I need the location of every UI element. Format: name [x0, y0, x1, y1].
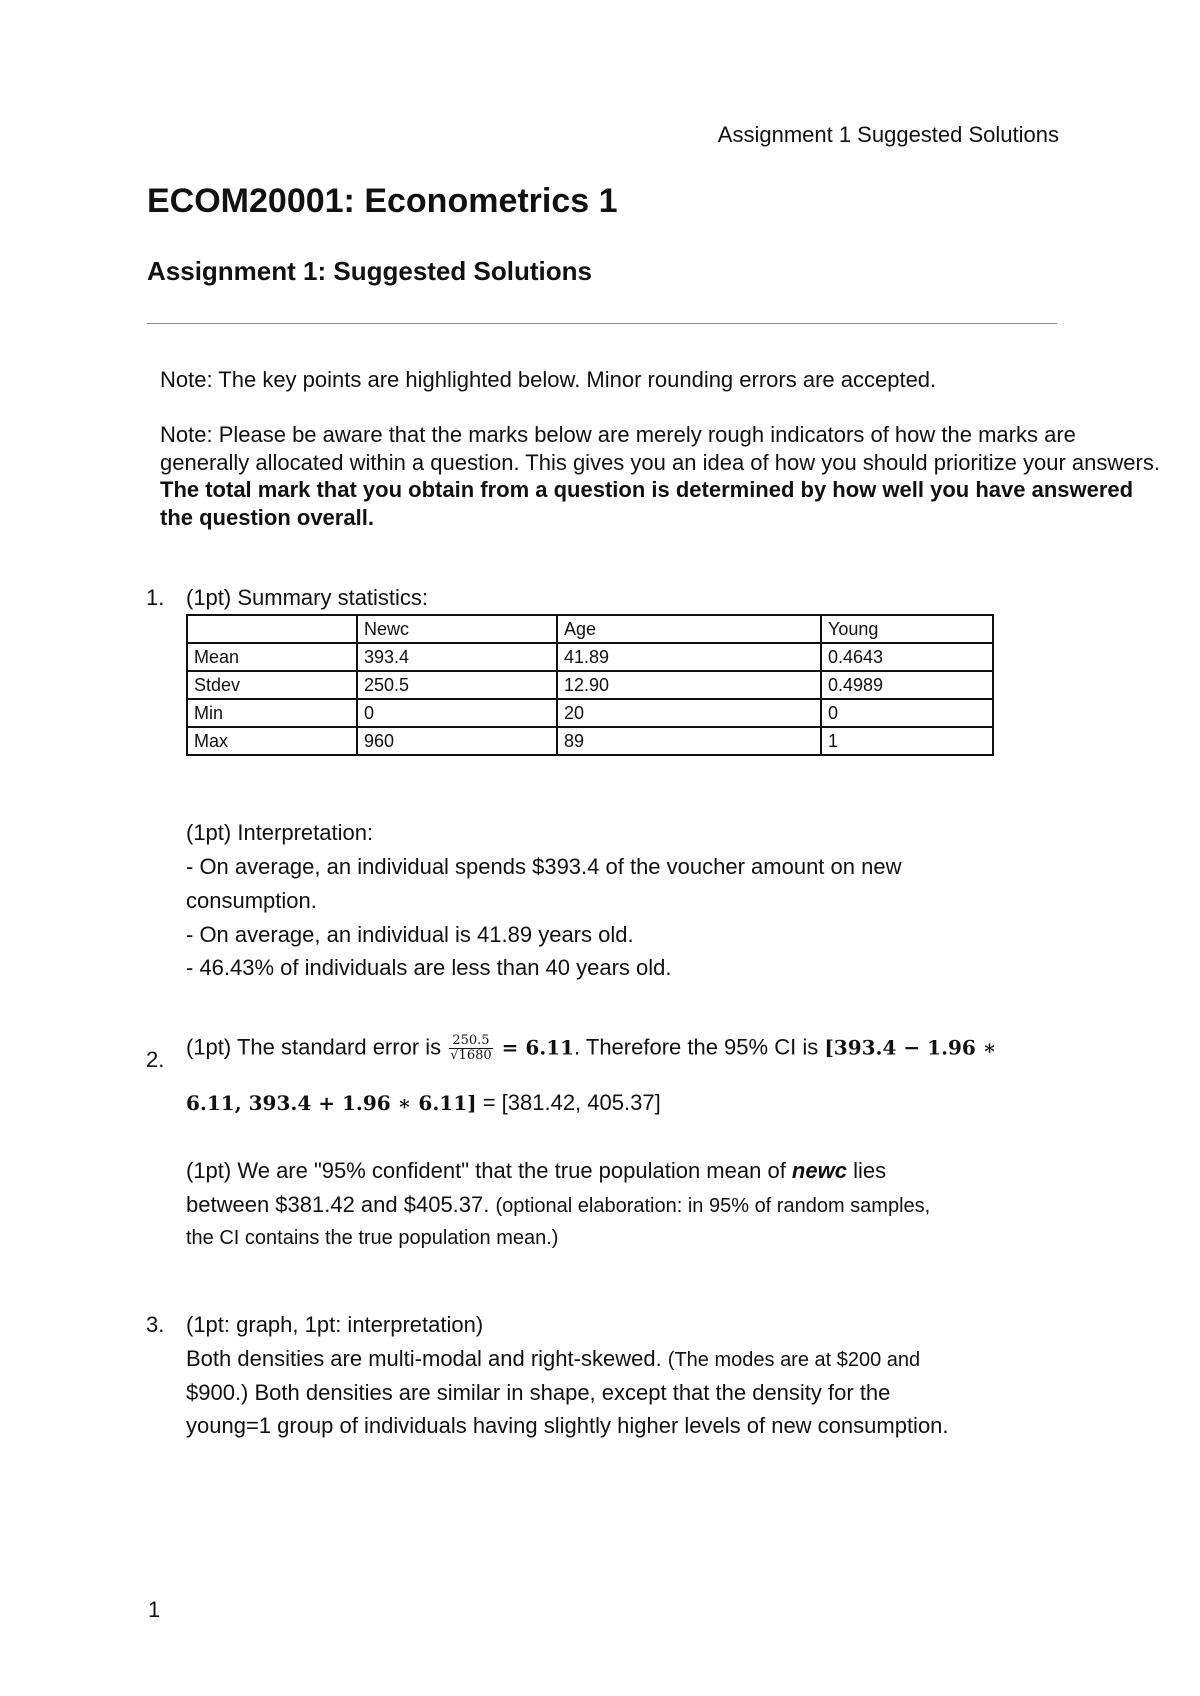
table-cell: 41.89 — [557, 643, 821, 671]
document-subtitle: Assignment 1: Suggested Solutions — [147, 256, 592, 286]
q1-heading: (1pt) Summary statistics: — [186, 585, 429, 610]
q3-heading: (1pt: graph, 1pt: interpretation) — [186, 1312, 484, 1337]
q3-answer-line: $900.) Both densities are similar in shape, except that the density for the — [186, 1380, 891, 1405]
table-row — [187, 671, 993, 699]
course-title: ECOM20001: Econometrics 1 — [147, 182, 618, 220]
q2-optional-elaboration: the CI contains the true population mean.) — [186, 1227, 559, 1249]
note-marks-bold: The total mark that you obtain from a question is determined by how well you have answered the question overall. — [160, 477, 1134, 530]
note-marks-text: Note: Please be aware that the marks below are merely rough indicators of how the marks are generally allocated within a question. This gives you an idea of how you should prioritize your answers. — [160, 422, 1160, 475]
q1-interpretation-heading: (1pt) Interpretation: — [186, 820, 374, 845]
q1-interpretation-line: - On average, an individual spends $393.4 of the voucher amount on new — [186, 854, 902, 879]
q2-math-interval-start: [393.4 − 1.96 ∗ — [824, 1035, 997, 1060]
summary-statistics-table — [186, 614, 994, 756]
table-cell: 12.90 — [557, 671, 821, 699]
table-header-cell — [187, 615, 357, 643]
fraction-denominator: √1680 — [450, 1048, 492, 1063]
table-cell: 960 — [357, 727, 557, 755]
table-header-cell: Newc — [357, 615, 557, 643]
table-cell: Min — [187, 699, 357, 727]
q2-math-result: = 6.11 — [494, 1035, 575, 1060]
q1-interpretation-line: - 46.43% of individuals are less than 40 years old. — [186, 955, 672, 980]
q2-variable-newc: newc — [791, 1158, 847, 1183]
table-cell: 0 — [821, 699, 993, 727]
q1-interpretation-line: - On average, an individual is 41.89 years old. — [186, 922, 634, 947]
q2-text: . Therefore the 95% CI is — [574, 1034, 825, 1060]
table-header-row — [187, 615, 993, 643]
q2-standard-error-line — [186, 1034, 997, 1063]
q2-math-interval-end: 6.11, 393.4 + 1.96 ∗ 6.11] — [186, 1091, 477, 1115]
q2-interval-line — [186, 1090, 661, 1116]
q3-number: 3. — [146, 1312, 165, 1337]
q2-confidence-line — [186, 1192, 930, 1218]
table-cell: 89 — [557, 727, 821, 755]
table-header-cell: Age — [557, 615, 821, 643]
q1-number: 1. — [146, 585, 165, 610]
table-cell: Stdev — [187, 671, 357, 699]
note-marks — [160, 421, 1160, 531]
table-cell: Mean — [187, 643, 357, 671]
q1-interpretation-line: consumption. — [186, 888, 317, 913]
running-header: Assignment 1 Suggested Solutions — [717, 122, 1059, 147]
table-cell: 0.4989 — [821, 671, 993, 699]
q2-interval-result: = [381.42, 405.37] — [476, 1090, 661, 1115]
q2-confidence-line — [186, 1158, 886, 1184]
table-row — [187, 699, 993, 727]
fraction — [449, 1034, 492, 1063]
q2-confidence-text: (1pt) We are "95% confident" that the true population mean of — [186, 1158, 792, 1183]
q3-answer-aside: (The modes are at $200 and — [667, 1349, 921, 1371]
note-rounding: Note: The key points are highlighted below. Minor rounding errors are accepted. — [160, 367, 937, 392]
q2-confidence-text: between $381.42 and $405.37. — [186, 1192, 496, 1217]
table-cell: 20 — [557, 699, 821, 727]
q2-optional-elaboration: (optional elaboration: in 95% of random samples, — [495, 1195, 931, 1217]
page-number: 1 — [148, 1597, 161, 1622]
q3-answer-line — [186, 1346, 920, 1372]
table-cell: 0 — [357, 699, 557, 727]
fraction-numerator: 250.5 — [449, 1034, 492, 1049]
q2-number: 2. — [146, 1047, 165, 1072]
q3-answer-line: young=1 group of individuals having slightly higher levels of new consumption. — [186, 1413, 949, 1438]
table-cell: 250.5 — [357, 671, 557, 699]
table-row — [187, 643, 993, 671]
q2-text: (1pt) The standard error is — [186, 1034, 448, 1060]
table-cell: 393.4 — [357, 643, 557, 671]
table-cell: 1 — [821, 727, 993, 755]
q2-confidence-text: lies — [846, 1158, 887, 1183]
horizontal-rule — [147, 323, 1057, 324]
table-cell: Max — [187, 727, 357, 755]
q3-answer-text: Both densities are multi-modal and right-skewed. — [186, 1346, 668, 1371]
table-header-cell: Young — [821, 615, 993, 643]
table-row — [187, 727, 993, 755]
table-cell: 0.4643 — [821, 643, 993, 671]
